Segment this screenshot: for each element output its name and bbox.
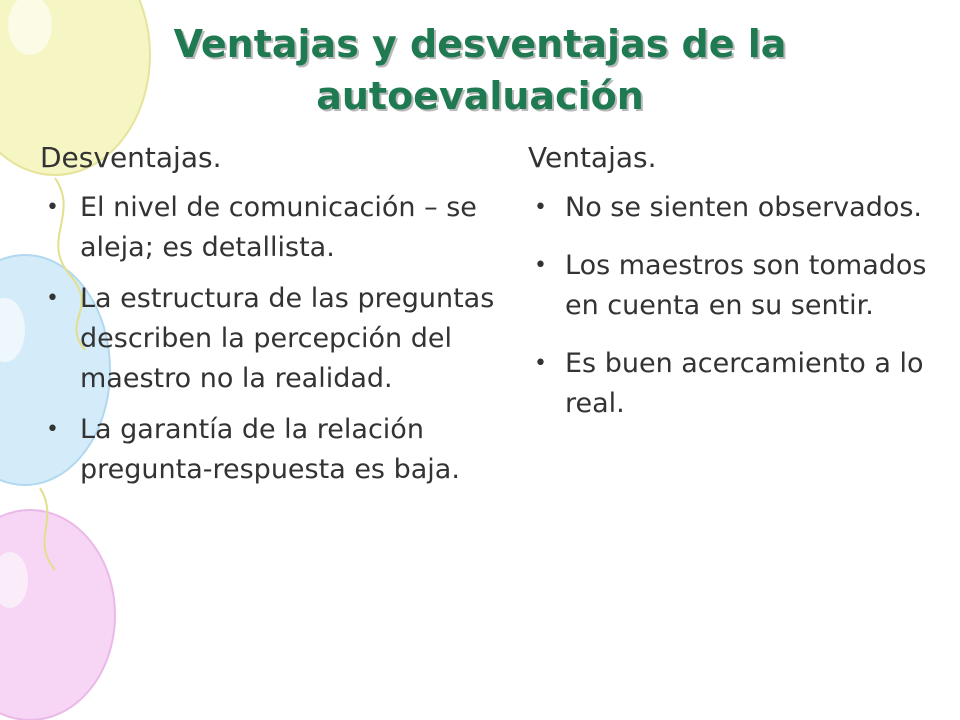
bullet-icon: • <box>46 417 59 442</box>
bullet-icon: • <box>534 253 547 278</box>
bullet-icon: • <box>534 195 547 220</box>
list-item <box>528 188 928 228</box>
list-item-text: Es buen acercamiento a lo real. <box>565 348 924 419</box>
bullet-icon: • <box>534 351 547 376</box>
list-item-text: El nivel de comunicación – se aleja; es detallista. <box>80 192 477 263</box>
list-item <box>40 188 518 268</box>
disadvantages-heading: Desventajas. <box>40 141 222 174</box>
advantages-list <box>528 188 928 424</box>
slide-title-line-1: Ventajas y desventajas de la <box>173 22 787 66</box>
bullet-icon: • <box>46 286 59 311</box>
advantages-column <box>528 140 928 442</box>
slide-title-line-2: autoevaluación <box>316 74 644 118</box>
list-item-text: No se sienten observados. <box>565 192 923 223</box>
list-item <box>40 410 518 490</box>
list-item-text: La estructura de las preguntas describen la percepción del maestro no la realidad. <box>80 283 495 394</box>
list-item <box>40 279 518 399</box>
advantages-heading: Ventajas. <box>528 141 657 174</box>
slide-title <box>100 18 860 122</box>
bullet-icon: • <box>46 195 59 220</box>
disadvantages-list <box>40 188 518 490</box>
list-item <box>528 246 928 326</box>
list-item <box>528 344 928 424</box>
balloon-pink <box>0 510 115 720</box>
list-item-text: Los maestros son tomados en cuenta en su sentir. <box>565 250 927 321</box>
list-item-text: La garantía de la relación pregunta-respuesta es baja. <box>80 414 460 485</box>
disadvantages-column <box>40 140 518 501</box>
